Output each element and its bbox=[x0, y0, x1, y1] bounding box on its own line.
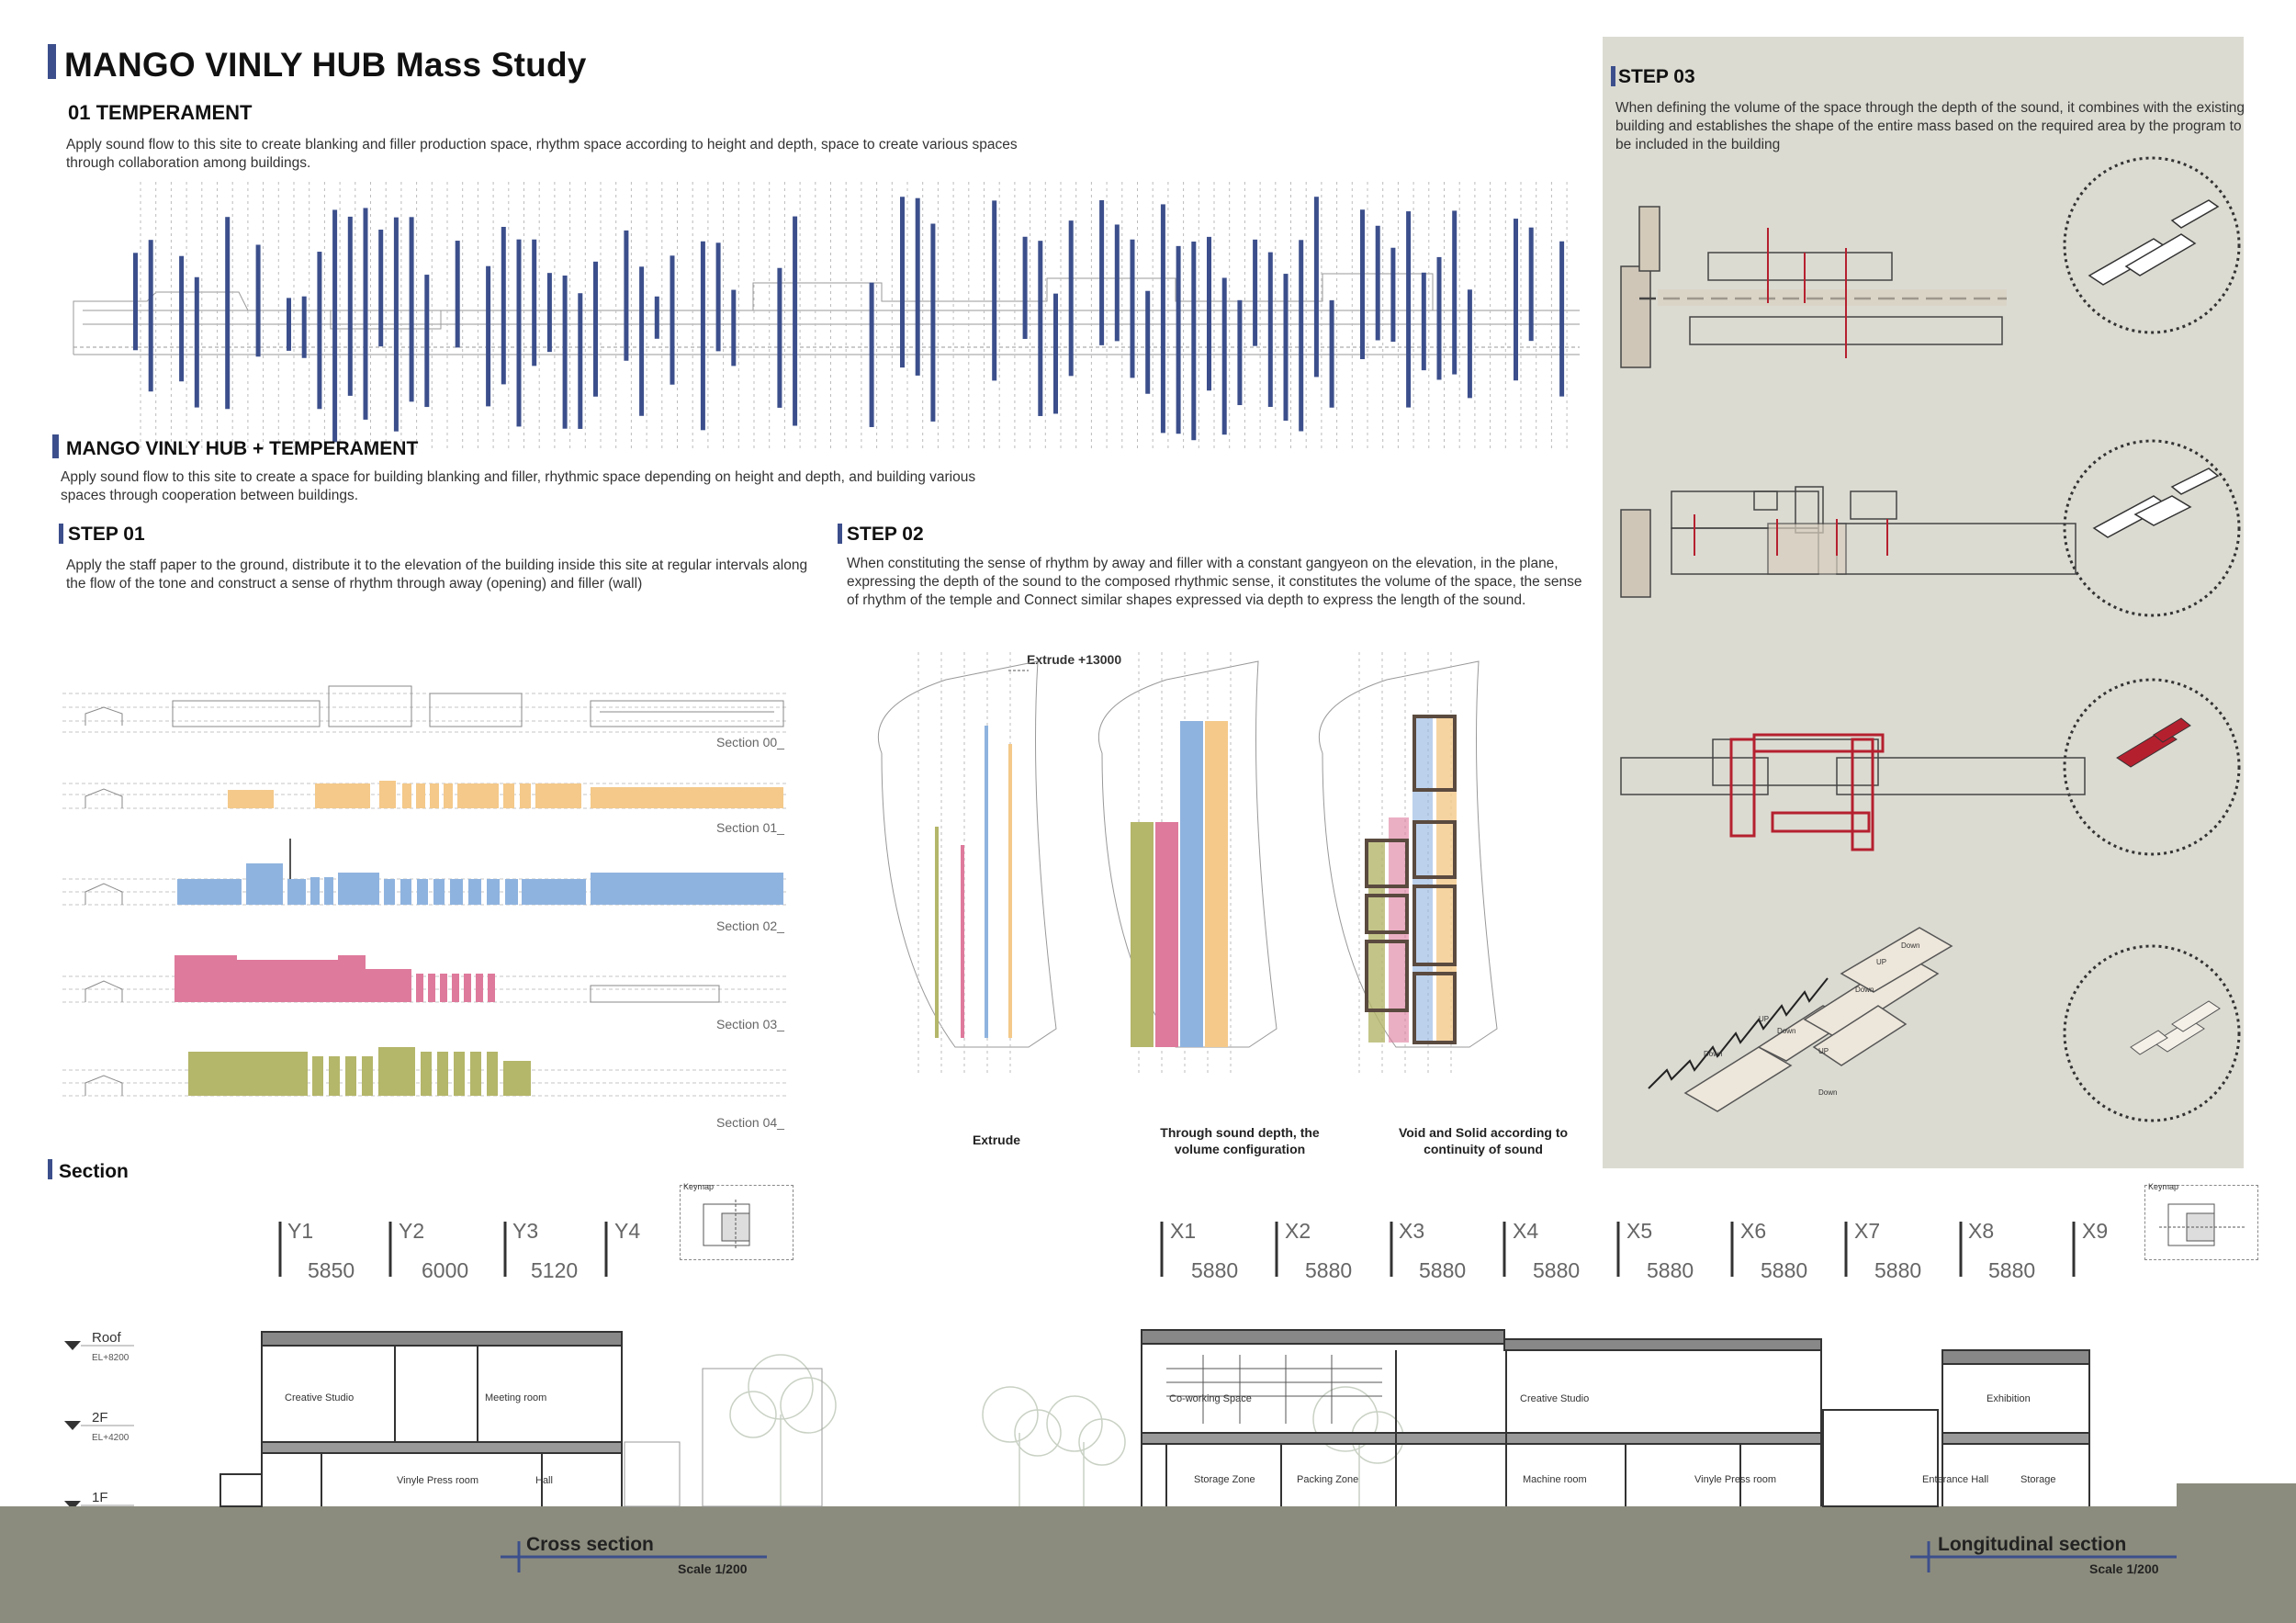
level-roof-el: EL+8200 bbox=[92, 1353, 129, 1363]
rhythm-bar bbox=[1191, 242, 1196, 440]
rhythm-bar bbox=[486, 266, 490, 407]
grid-x6: X6 bbox=[1740, 1219, 1767, 1243]
rhythm-bar bbox=[378, 230, 383, 346]
section-04-label: Section 04_ bbox=[716, 1115, 784, 1130]
rhythm-bar bbox=[1176, 246, 1181, 434]
grid-x3: X3 bbox=[1399, 1219, 1425, 1243]
rhythm-bar bbox=[517, 240, 522, 427]
room-hall: Hall bbox=[535, 1475, 553, 1486]
rhythm-bar bbox=[195, 277, 199, 408]
rhythm-bar bbox=[1376, 226, 1380, 341]
section-01-label: Section 01_ bbox=[716, 820, 784, 835]
room-storage-zone: Storage Zone bbox=[1194, 1474, 1255, 1485]
level-1f: 1F bbox=[92, 1490, 108, 1505]
grid-y2: Y2 bbox=[399, 1219, 425, 1243]
rhythm-bar bbox=[1514, 219, 1518, 380]
rhythm-bar bbox=[1452, 210, 1457, 374]
temperament-heading: 01 TEMPERAMENT bbox=[68, 101, 253, 124]
section-00-label: Section 00_ bbox=[716, 735, 784, 750]
keymap-longitudinal bbox=[2144, 1182, 2258, 1260]
dim-y1-y2: 5850 bbox=[308, 1258, 355, 1282]
hub-accent-bar bbox=[52, 434, 59, 458]
iso-label-down-1: Down bbox=[1901, 941, 1920, 950]
iso-label-down-3: Down bbox=[1777, 1027, 1796, 1035]
room-creative-studio-long: Creative Studio bbox=[1520, 1393, 1590, 1404]
rhythm-bar bbox=[900, 197, 905, 367]
dim-y2-y3: 6000 bbox=[422, 1258, 469, 1282]
iso-label-up-3: UP bbox=[1818, 1047, 1829, 1055]
rhythm-bar bbox=[547, 273, 552, 352]
rhythm-bar bbox=[364, 208, 368, 419]
rhythm-bar bbox=[179, 256, 184, 382]
section-02-label: Section 02_ bbox=[716, 919, 784, 933]
rhythm-bar bbox=[1406, 211, 1411, 408]
extrude-label: Extrude +13000 bbox=[1027, 652, 1122, 667]
grid-x9: X9 bbox=[2082, 1219, 2109, 1243]
rhythm-bar bbox=[731, 290, 736, 366]
rhythm-bar bbox=[287, 298, 291, 351]
step01-accent-bar bbox=[59, 524, 63, 544]
rhythm-bar bbox=[670, 255, 675, 384]
rhythm-bar bbox=[1422, 273, 1426, 370]
iso-label-down-5: Down bbox=[1818, 1088, 1838, 1097]
rhythm-bar bbox=[501, 227, 506, 384]
grid-y1: Y1 bbox=[287, 1219, 314, 1243]
rhythm-bar bbox=[532, 240, 536, 366]
rhythm-bar bbox=[916, 198, 920, 376]
rhythm-bar bbox=[1161, 204, 1165, 433]
rhythm-bar bbox=[1145, 291, 1150, 394]
rhythm-bar bbox=[1237, 300, 1242, 405]
rhythm-bar bbox=[424, 275, 429, 407]
title-accent-bar bbox=[48, 44, 56, 79]
grid-x1: X1 bbox=[1170, 1219, 1197, 1243]
rhythm-bar bbox=[1390, 248, 1395, 342]
step02-heading: STEP 02 bbox=[847, 524, 924, 545]
rhythm-bar bbox=[870, 283, 874, 427]
level-2f: 2F bbox=[92, 1410, 108, 1426]
iso-label-up-2: UP bbox=[1759, 1015, 1770, 1023]
rhythm-bar bbox=[1253, 240, 1257, 346]
cross-section-title: Cross section bbox=[526, 1534, 654, 1555]
rhythm-bar bbox=[1268, 253, 1273, 407]
rhythm-bar bbox=[1023, 237, 1028, 339]
rhythm-bar bbox=[302, 297, 307, 358]
rhythm-bar bbox=[1314, 197, 1319, 377]
cross-section-scale: Scale 1/200 bbox=[678, 1561, 748, 1576]
caption-extrude: Extrude bbox=[972, 1133, 1021, 1147]
room-packing-zone: Packing Zone bbox=[1297, 1474, 1359, 1485]
step03-diagrams bbox=[1603, 165, 2244, 1167]
dim-x2-x3: 5880 bbox=[1305, 1258, 1353, 1282]
dim-x6-x7: 5880 bbox=[1761, 1258, 1808, 1282]
rhythm-diagram bbox=[55, 173, 1580, 448]
level-roof: Roof bbox=[92, 1330, 121, 1346]
step02-text: When constituting the sense of rhythm by away and filler with a constant gangyeon on the elevation, in the plane, expressing the depth of the sound to the composed rhythmic sense, it constitutes the volume of the space, the sense of rhythm of the temple and Connect similar shapes expressed via depth to express the length of the sound. bbox=[847, 556, 1582, 608]
rhythm-bar bbox=[777, 268, 782, 408]
dim-x5-x6: 5880 bbox=[1647, 1258, 1694, 1282]
rhythm-bar bbox=[1131, 240, 1135, 378]
rhythm-bar bbox=[701, 242, 705, 431]
keymap-cross bbox=[680, 1182, 793, 1260]
iso-label-up-1: UP bbox=[1876, 958, 1887, 966]
step01-elevations bbox=[62, 675, 797, 1134]
rhythm-bar bbox=[655, 297, 659, 339]
rhythm-bar bbox=[1038, 241, 1042, 416]
rhythm-bar bbox=[1299, 240, 1303, 431]
room-vinyle-press-long: Vinyle Press room bbox=[1694, 1474, 1777, 1485]
grid-x5: X5 bbox=[1626, 1219, 1653, 1243]
caption-void-solid: Void and Solid according to continuity of sound bbox=[1398, 1125, 1569, 1156]
step02-plans bbox=[845, 643, 1589, 1139]
rhythm-bar bbox=[992, 200, 996, 380]
long-section-title: Longitudinal section bbox=[1938, 1534, 2127, 1555]
rhythm-bar bbox=[317, 252, 321, 409]
temperament-text: Apply sound flow to this site to create blanking and filler production space, rhythm space according to height and depth, space to create various spaces through collaboration among buildings. bbox=[66, 137, 1018, 171]
dim-x8-x9: 5880 bbox=[1988, 1258, 2036, 1282]
rhythm-bar bbox=[1360, 209, 1365, 359]
level-2f-el: EL+4200 bbox=[92, 1433, 129, 1443]
rhythm-bar bbox=[348, 217, 353, 396]
step03-text: When defining the volume of the space through the depth of the sound, it combines with the existing building and establishes the shape of the entire mass based on the required area by the program to be included in the building bbox=[1615, 100, 2245, 152]
grid-y3: Y3 bbox=[512, 1219, 539, 1243]
rhythm-bar bbox=[1468, 289, 1472, 398]
dim-y3-y4: 5120 bbox=[531, 1258, 579, 1282]
rhythm-bar bbox=[394, 218, 399, 432]
rhythm-bar bbox=[793, 217, 797, 426]
step03-heading: STEP 03 bbox=[1618, 66, 1695, 87]
caption-volume: Through sound depth, the volume configuration bbox=[1160, 1125, 1320, 1156]
rhythm-bar bbox=[624, 231, 628, 361]
rhythm-bar bbox=[1115, 224, 1120, 341]
dim-x4-x5: 5880 bbox=[1533, 1258, 1581, 1282]
grid-x2: X2 bbox=[1285, 1219, 1311, 1243]
section-heading: Section bbox=[59, 1161, 129, 1182]
keymap-cross-label: Keymap bbox=[683, 1182, 715, 1191]
rhythm-bar bbox=[410, 217, 414, 401]
step02-accent-bar bbox=[838, 524, 842, 544]
grid-x4: X4 bbox=[1513, 1219, 1539, 1243]
rhythm-bar bbox=[1559, 242, 1564, 397]
rhythm-bar bbox=[332, 209, 337, 442]
step01-heading: STEP 01 bbox=[68, 524, 145, 545]
dim-x3-x4: 5880 bbox=[1419, 1258, 1467, 1282]
rhythm-bar bbox=[578, 293, 582, 429]
rhythm-bar bbox=[716, 242, 721, 351]
rhythm-bar bbox=[133, 253, 138, 350]
section-03-label: Section 03_ bbox=[716, 1017, 784, 1031]
grid-x8: X8 bbox=[1968, 1219, 1995, 1243]
rhythm-bar bbox=[1529, 228, 1534, 341]
rhythm-bar bbox=[256, 244, 261, 356]
room-machine: Machine room bbox=[1523, 1474, 1587, 1485]
rhythm-bar bbox=[1330, 300, 1334, 408]
iso-label-down-2: Down bbox=[1855, 986, 1874, 994]
room-vinyle-press-cross: Vinyle Press room bbox=[397, 1475, 479, 1486]
room-meeting: Meeting room bbox=[485, 1392, 547, 1403]
rhythm-bar bbox=[1207, 237, 1211, 390]
room-creative-studio-cross: Creative Studio bbox=[285, 1392, 355, 1403]
rhythm-bar bbox=[639, 266, 644, 415]
rhythm-bar bbox=[563, 276, 568, 429]
grid-y4: Y4 bbox=[614, 1219, 641, 1243]
step03-accent-bar bbox=[1611, 66, 1615, 86]
rhythm-bar bbox=[149, 240, 153, 391]
rhythm-bar bbox=[930, 224, 935, 422]
dim-x1-x2: 5880 bbox=[1191, 1258, 1239, 1282]
rhythm-bar bbox=[1099, 200, 1104, 345]
room-coworking: Co-working Space bbox=[1169, 1393, 1252, 1404]
iso-label-down-4: Down bbox=[1704, 1050, 1723, 1058]
step01-text: Apply the staff paper to the ground, distribute it to the elevation of the building inside this site at regular intervals along the flow of the tone and construct a sense of rhythm through away (opening) and filler (wall) bbox=[66, 558, 808, 592]
rhythm-bar bbox=[225, 217, 230, 409]
room-enterance-hall: Enterance Hall bbox=[1922, 1474, 1989, 1485]
rhythm-bar bbox=[593, 262, 598, 397]
room-storage: Storage bbox=[2020, 1474, 2056, 1485]
rhythm-bar bbox=[456, 241, 460, 347]
room-exhibition: Exhibition bbox=[1986, 1393, 2031, 1404]
rhythm-bar bbox=[1053, 294, 1058, 414]
rhythm-bar bbox=[1437, 257, 1442, 380]
page-title: MANGO VINLY HUB Mass Study bbox=[64, 46, 587, 84]
rhythm-bar bbox=[1069, 220, 1074, 376]
dim-x7-x8: 5880 bbox=[1874, 1258, 1922, 1282]
grid-x7: X7 bbox=[1854, 1219, 1881, 1243]
section-drawings bbox=[0, 1313, 2296, 1623]
section-accent-bar bbox=[48, 1159, 52, 1179]
rhythm-bar bbox=[1284, 274, 1289, 421]
rhythm-bar bbox=[1222, 277, 1227, 434]
long-section-scale: Scale 1/200 bbox=[2089, 1561, 2159, 1576]
keymap-longitudinal-label: Keymap bbox=[2148, 1182, 2179, 1191]
hub-heading: MANGO VINLY HUB + TEMPERAMENT bbox=[66, 438, 419, 459]
hub-text: Apply sound flow to this site to create a space for building blanking and filler, rhythmic space depending on height and depth, and building various spaces through cooperation between buildings. bbox=[61, 469, 976, 503]
